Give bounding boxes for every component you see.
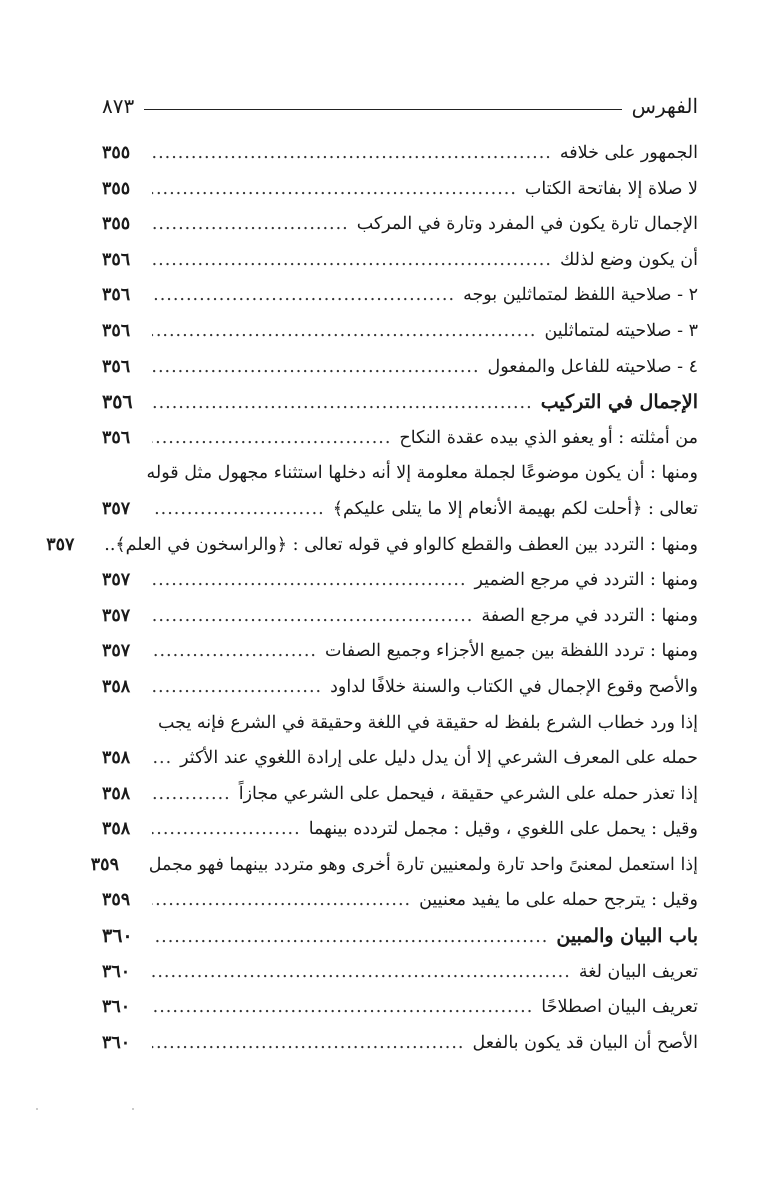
dot-leader [152,563,467,599]
entry-page-number: ٣٥٥ [102,178,131,199]
dot-leader [152,1026,464,1062]
index-entry [102,670,698,706]
dot-leader [152,421,391,457]
dot-leader [152,955,571,991]
entry-text: الإجمال في التركيب [540,391,698,414]
index-entry [102,421,698,457]
index-entry [102,350,698,386]
entry-page-number: ٣٦٠ [102,1032,131,1053]
entry-text: وقيل : يحمل على اللغوي ، وقيل : مجمل لتردده بينهما [308,819,698,840]
index-entry [102,706,698,742]
index-entry [102,955,698,991]
index-entry [102,243,698,279]
entry-page-number: ٣٥٧ [102,605,131,626]
index-entry [102,136,698,172]
entry-text: حمله على المعرف الشرعي إلا أن يدل دليل على إرادة اللغوي عند الأكثر [180,748,698,769]
entry-text: تعريف البيان لغة [578,961,698,982]
entry-text: تعريف البيان اصطلاحًا [541,997,698,1018]
index-entry [102,314,698,350]
dot-leader [152,243,552,279]
entry-text: الجمهور على خلافه [559,143,698,163]
entry-page-number: ٣٦٠ [102,997,131,1018]
entry-text: تعالى : ﴿أحلت لكم بهيمة الأنعام إلا ما يتلى عليكم﴾ [332,498,698,519]
dot-leader [152,777,231,813]
entry-text: الإجمال تارة يكون في المفرد وتارة في المركب [356,214,698,235]
index-entry [102,207,698,243]
entry-page-number: ٣٥٩ [90,854,119,875]
entry-text: إذا استعمل لمعنىً واحد تارة ولمعنيين تارة أخرى وهو متردد بينهما فهو مجمل [148,854,698,875]
index-entry [102,741,698,777]
index-entry [102,278,698,314]
dot-leader [152,492,325,528]
entry-page-number: ٣٥٧ [102,570,131,591]
index-heading [102,385,698,421]
dot-leader [152,812,301,848]
dot-leader [152,314,536,350]
entry-text: ومنها : التردد في مرجع الصفة [481,605,698,626]
dot-leader [152,386,533,422]
dot-leader [152,634,317,670]
entry-page-number: ٣٥٦ [102,391,133,414]
scan-speck [36,1108,38,1110]
entry-text: ٢ - صلاحية اللفظ لمتماثلين بوجه [463,285,698,306]
entry-text: ومنها : أن يكون موضوعًا لجملة معلومة إلا أنه دخلها استثناء مجهول مثل قوله [146,463,698,484]
dot-leader [152,136,552,172]
entry-text: من أمثلته : أو يعفو الذي بيده عقدة النكاح [399,427,698,448]
header-rule [144,109,621,110]
entry-page-number: ٣٥٨ [102,676,131,697]
entry-page-number: ٣٥٨ [102,748,131,769]
entry-text: وقيل : يترجح حمله على ما يفيد معنيين [419,890,698,911]
dot-leader [152,883,411,919]
entry-page-number: ٣٥٧ [102,641,131,662]
entry-page-number: ٣٥٦ [102,249,131,270]
index-entry [90,848,698,884]
index-heading [102,919,698,955]
index-entry [102,492,698,528]
dot-leader [152,278,455,314]
entry-text: ومنها : التردد في مرجع الضمير [474,570,698,591]
entry-page-number: ٣٥٥ [102,143,131,163]
dot-leader [152,599,473,635]
index-entry [102,990,698,1026]
entry-text: إذا تعذر حمله على الشرعي حقيقة ، فيحمل على الشرعي مجازاً [238,783,698,804]
dot-leader [152,920,548,956]
dot-leader [152,670,322,706]
index-entry [102,599,698,635]
index-entry [102,883,698,919]
dot-leader [152,207,349,243]
dot-leader [152,741,172,777]
entry-page-number: ٣٥٧ [46,534,75,555]
entry-text: إذا ورد خطاب الشرع بلفظ له حقيقة في اللغة وحقيقة في الشرع فإنه يجب [158,712,698,733]
entry-page-number: ٣٥٦ [102,320,131,341]
header-page-number: ٨٧٣ [102,94,135,118]
page-header [102,90,698,122]
index-entries [46,136,698,1061]
entry-text: الأصح أن البيان قد يكون بالفعل [472,1032,698,1053]
entry-page-number: ٣٥٦ [102,285,131,306]
header-title: الفهرس [631,94,698,118]
index-entry [102,172,698,208]
index-entry [102,456,698,492]
entry-page-number: ٣٥٨ [102,783,131,804]
entry-text: ٣ - صلاحيته لمتماثلين [544,320,698,341]
entry-page-number: ٣٥٧ [102,498,131,519]
scan-speck [132,1108,134,1110]
index-entry [102,777,698,813]
entry-text: ٤ - صلاحيته للفاعل والمفعول [487,356,698,377]
dot-leader [152,172,517,208]
entry-page-number: ٣٥٦ [102,356,131,377]
entry-text: والأصح وقوع الإجمال في الكتاب والسنة خلافًا لداود [330,676,698,697]
entry-page-number: ٣٥٨ [102,819,131,840]
entry-page-number: ٣٦٠ [102,961,131,982]
entry-text: باب البيان والمبين [556,925,698,948]
entry-page-number: ٣٦٠ [102,925,133,948]
entry-text: ومنها : تردد اللفظة بين جميع الأجزاء وجميع الصفات [324,641,698,662]
entry-text: أن يكون وضع لذلك [559,249,698,270]
index-entry [102,563,698,599]
entry-text: ومنها : التردد بين العطف والقطع كالواو في قوله تعالى : ﴿والراسخون في العلم﴾.. [104,534,698,555]
index-entry [102,812,698,848]
entry-page-number: ٣٥٩ [102,890,131,911]
entry-page-number: ٣٥٥ [102,214,131,235]
dot-leader [152,990,533,1026]
index-entry [102,1026,698,1062]
entry-page-number: ٣٥٦ [102,427,131,448]
index-entry [102,634,698,670]
index-entry [46,528,698,564]
entry-text: لا صلاة إلا بفاتحة الكتاب [524,178,698,199]
index-page [46,90,698,1061]
dot-leader [152,350,480,386]
